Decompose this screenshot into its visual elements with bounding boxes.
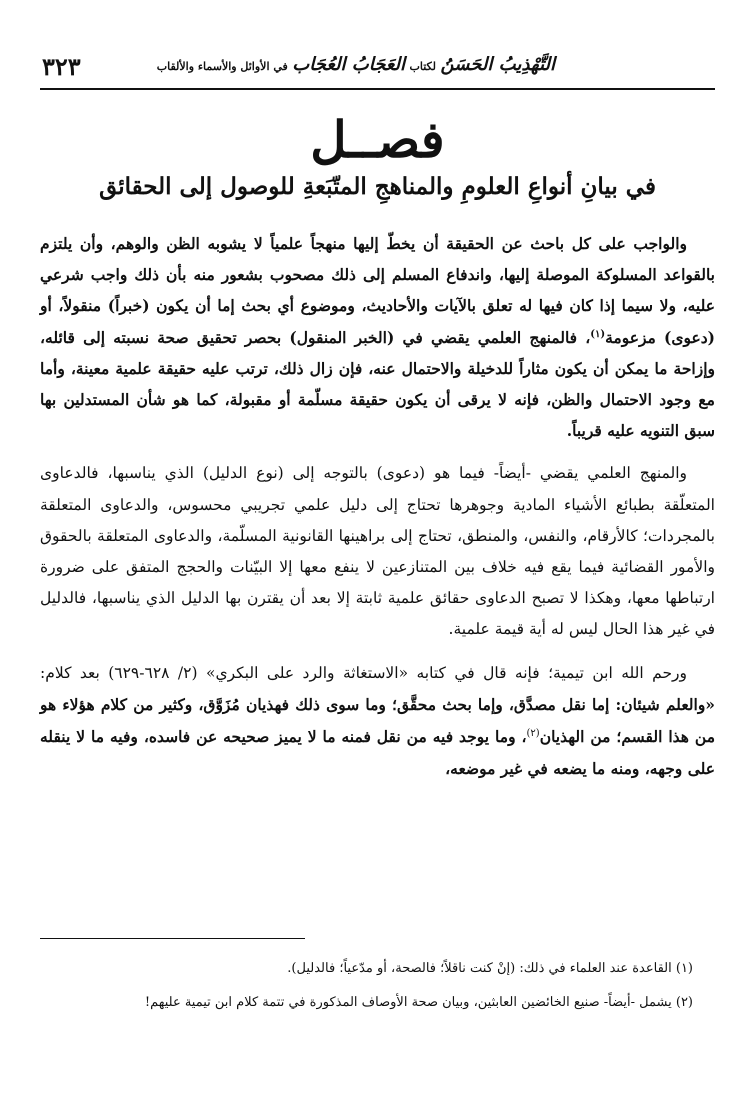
header-rule — [40, 88, 715, 90]
footnotes — [40, 955, 715, 1023]
paragraph-1 — [40, 228, 715, 446]
page-header — [40, 40, 715, 90]
footnote-separator — [40, 938, 305, 939]
paragraph-2: والمنهج العلمي يقضي -أيضاً- فيما هو (دعوى) بالتوجه إلى (نوع الدليل) الذي يناسبها، فالدعاوى المتعلّقة بطبائع الأشياء المادية وجوهرها تحتاج إلى دليل علمي تجريبي محسوس، والدعاوى المتعلقة بالمجردات؛ كالأرقام، والنفس، والمنطق، تحتاج إلى براهينها القانونية المسلّمة، والدعاوى المتعلقة بالحقوق والأمور القضائية فيما يقع فيه خلاف بين المتنازعين لا ينفع معها إلا البيّنات والحجج المتفق على ضرورة ارتباطها معها، وهكذا لا تصبح الدعاوى حقائق علمية ثابتة إلا بعد أن يقترن بها الدليل الذي يناسبها، فالدليل في غير هذا الحال ليس له أية قيمة علمية. — [40, 464, 715, 639]
page-number: ٣٢٣ — [42, 52, 81, 81]
section-heading: فصــل — [310, 110, 445, 169]
body-text — [40, 228, 715, 797]
paragraph-1-text-a: والواجب على كل باحث عن الحقيقة أن يخطّ إليها منهجاً علمياً لا يشوبه الظن والوهم، وأن يلتزم بالقواعد المسلوكة الموصلة إليها، واندفاع المسلم إلى ذلك مصحوب بشعور منه بأن ذلك واجب شرعي عليه، ولا سيما إذا كان فيها له تعلق بالآيات والأحاديث، وموضوع أي بحث إما أن يكون (خبراً) منقولاً، أو (دعوى) مزعومة — [40, 234, 716, 347]
section-subtitle: في بيانِ أنواعِ العلومِ والمناهجِ المتّبَعةِ للوصول إلى الحقائق — [99, 173, 656, 200]
paragraph-3-intro: ورحم الله ابن تيمية؛ فإنه قال في كتابه «الاستغاثة والرد على البكري» (٢/ ٦٢٨-٦٢٩) بعد كلام: — [40, 663, 687, 682]
paragraph-1-text-b: ، فالمنهج العلمي يقضي في (الخبر المنقول) بحصر تحقيق صحة نسبته إلى قائله، وإزاحة ما يمكن أن يكون مثاراً للدخيلة والاحتمال عنه، فإن زال ذلك، ترتب عليه حقيقة علمية معينة، وأما مع وجود الاحتمال والظن، فإنه لا يرقى أن يكون حقيقة مسلّمة أو مقبولة، كما هو شأن المستدلين بها سبق التنويه عليه قريباً. — [40, 327, 715, 441]
paragraph-3 — [40, 658, 715, 786]
footnote-1: (١) القاعدة عند العلماء في ذلك: (إنْ كنت ناقلاً؛ فالصحة، أو مدّعياً؛ فالدليل). — [287, 961, 693, 976]
quote-part-b: ، وما يوجد فيه من نقل فمنه ما لا يميز صحيحه عن فاسده، وفيه ما لا ينقله على وجهه، ومنه ما يضعه في غير موضعه، — [40, 727, 715, 779]
footnote-ref-2: (٢) — [526, 727, 540, 739]
footnote-2: (٢) يشمل -أيضاً- صنيع الخائضين العابثين، وبيان صحة الأوصاف المذكورة في تتمة كلام ابن تيمية عليهم! — [144, 995, 693, 1010]
footnote-ref-1: (١) — [590, 328, 606, 340]
running-title-main: التَّهْذِيبُ الحَسَنُ — [440, 54, 555, 75]
running-title — [156, 54, 555, 75]
running-title-mid: لكتاب — [409, 60, 436, 73]
running-title-tail: في الأوائل والأسماء والألقاب — [156, 60, 288, 73]
running-title-book: العَجَابُ العُجَاب — [292, 54, 405, 75]
quote-part-a: «والعلم شيئان: إما نقل مصدَّق، وإما بحث محقَّق؛ وما سوى ذلك فهذيان مُزَوَّق، وكثير من كلام هؤلاء هو من هذا القسم؛ من الهذيان — [40, 694, 715, 747]
